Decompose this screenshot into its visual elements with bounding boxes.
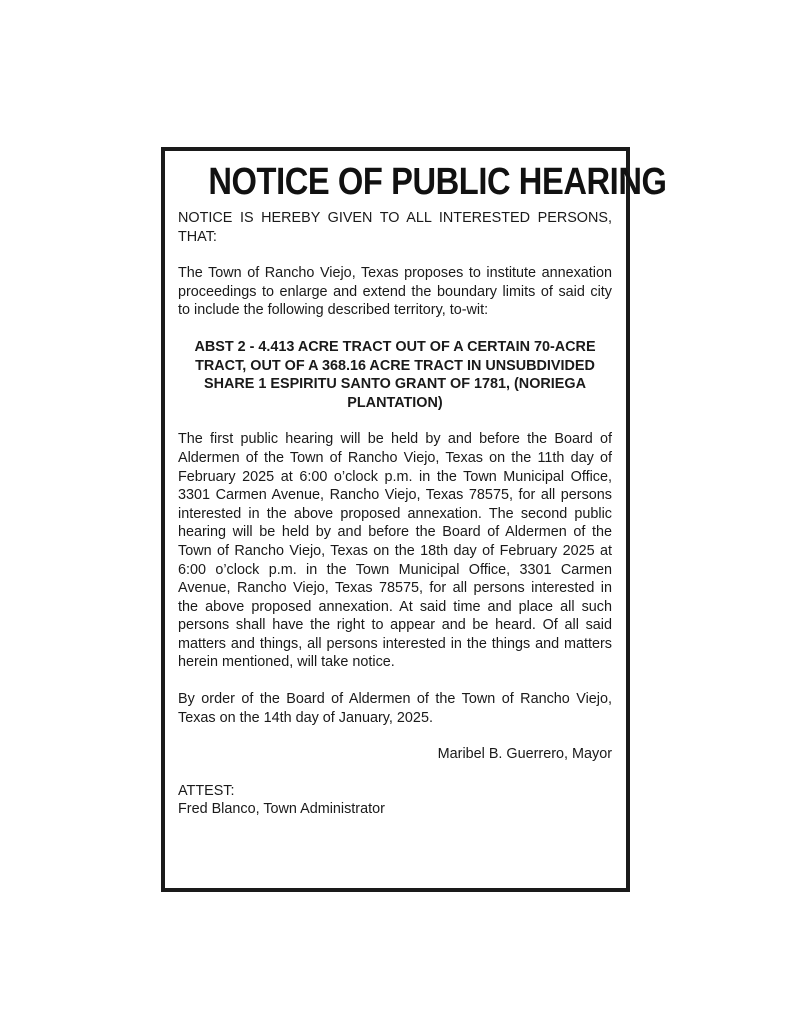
attest-name: Fred Blanco, Town Administrator: [178, 801, 385, 818]
mayor-signature: Maribel B. Guerrero, Mayor: [437, 746, 612, 763]
board-order: By order of the Board of Aldermen of the Town of Rancho Viejo, Texas on the 14th day of January, 2025.: [178, 691, 612, 726]
notice-title: NOTICE OF PUBLIC HEARING: [208, 161, 667, 203]
hearing-details: The first public hearing will be held by and before the Board of Aldermen of the Town of Rancho Viejo, Texas on the 11th day of February 2025 at 6:00 o’clock p.m. in the Town Municipal Office, 3301 Carmen Avenue, Rancho Viejo, Texas 78575, for all persons interested in the above proposed annexation. The second public hearing will be held by and before the Board of Aldermen of the Town of Rancho Viejo, Texas on the 18th day of February 2025 at 6:00 o’clock p.m. in the Town Municipal Office, 3301 Carmen Avenue, Rancho Viejo, Texas 78575, for all persons interested in the above proposed annexation. At said time and place all such persons shall have the right to appear and be heard. Of all said matters and things, all persons interested in the things and matters herein mentioned, will take notice.: [178, 431, 612, 671]
tract-description: ABST 2 - 4.413 ACRE TRACT OUT OF A CERTAIN 70-ACRE TRACT, OUT OF A 368.16 ACRE TRACT IN UNSUBDIVIDED SHARE 1 ESPIRITU SANTO GRANT OF 1781, (NORIEGA PLANTATION): [194, 338, 596, 411]
spacer: [178, 764, 612, 782]
spacer: [178, 246, 612, 264]
spacer: [178, 412, 612, 430]
attest-label: ATTEST:: [178, 782, 235, 799]
annexation-proposal: The Town of Rancho Viejo, Texas proposes to institute annexation proceedings to enlarge and extend the boundary limits of said city to include the following described territory, to-wit:: [178, 265, 612, 319]
notice-box: [161, 147, 667, 892]
spacer: [178, 672, 612, 690]
notice-intro: NOTICE IS HEREBY GIVEN TO ALL INTERESTED PERSONS, THAT:: [178, 210, 612, 245]
spacer: [178, 727, 612, 745]
spacer: [178, 320, 612, 338]
